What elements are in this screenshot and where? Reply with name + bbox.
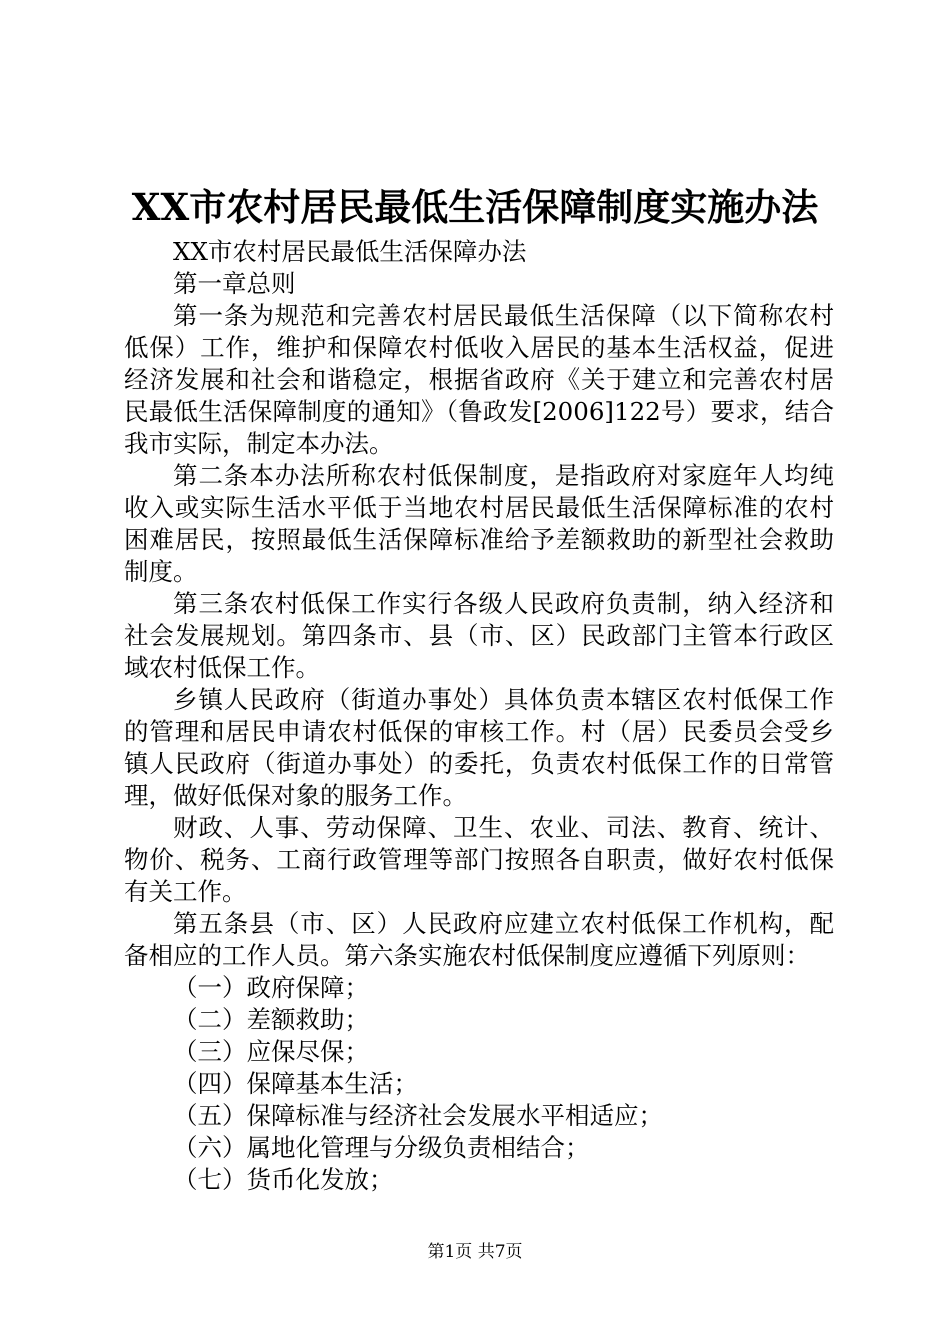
principle-item: （六）属地化管理与分级负责相结合；	[173, 1133, 590, 1162]
document-title: XX市农村居民最低生活保障制度实施办法	[131, 185, 819, 229]
document-body	[124, 236, 834, 1196]
principle-item: （三）应保尽保；	[173, 1037, 369, 1066]
article-1-paragraph: 第一条为规范和完善农村居民最低生活保障（以下简称农村低保）工作，维护和保障农村低收入居民的基本生活权益，促进经济发展和社会和谐稳定，根据省政府《关于建立和完善农村居民最低生活保障制度的通知》（鲁政发[2006]122号）要求，结合我市实际，制定本办法。	[124, 301, 834, 458]
principle-item: （七）货币化发放；	[173, 1165, 394, 1194]
article-3-4-paragraph: 第三条农村低保工作实行各级人民政府负责制，纳入经济和社会发展规划。第四条市、县（市、区）民政部门主管本行政区域农村低保工作。	[124, 589, 834, 682]
principle-item: （五）保障标准与经济社会发展水平相适应；	[173, 1101, 663, 1130]
page-footer: 第1页 共7页	[427, 1242, 523, 1262]
subtitle-paragraph: XX市农村居民最低生活保障办法	[173, 237, 527, 266]
principle-item: （一）政府保障；	[173, 973, 369, 1002]
article-5-6-paragraph: 第五条县（市、区）人民政府应建立农村低保工作机构，配备相应的工作人员。第六条实施农村低保制度应遵循下列原则：	[124, 909, 834, 970]
departments-duty-paragraph: 财政、人事、劳动保障、卫生、农业、司法、教育、统计、物价、税务、工商行政管理等部门按照各自职责，做好农村低保有关工作。	[124, 813, 834, 906]
principle-item: （二）差额救助；	[173, 1005, 369, 1034]
principle-item: （四）保障基本生活；	[173, 1069, 418, 1098]
township-duty-paragraph: 乡镇人民政府（街道办事处）具体负责本辖区农村低保工作的管理和居民申请农村低保的审核工作。村（居）民委员会受乡镇人民政府（街道办事处）的委托，负责农村低保工作的日常管理，做好低保对象的服务工作。	[124, 685, 834, 810]
chapter-heading: 第一章总则	[173, 269, 296, 298]
article-2-paragraph: 第二条本办法所称农村低保制度，是指政府对家庭年人均纯收入或实际生活水平低于当地农村居民最低生活保障标准的农村困难居民，按照最低生活保障标准给予差额救助的新型社会救助制度。	[124, 461, 834, 586]
